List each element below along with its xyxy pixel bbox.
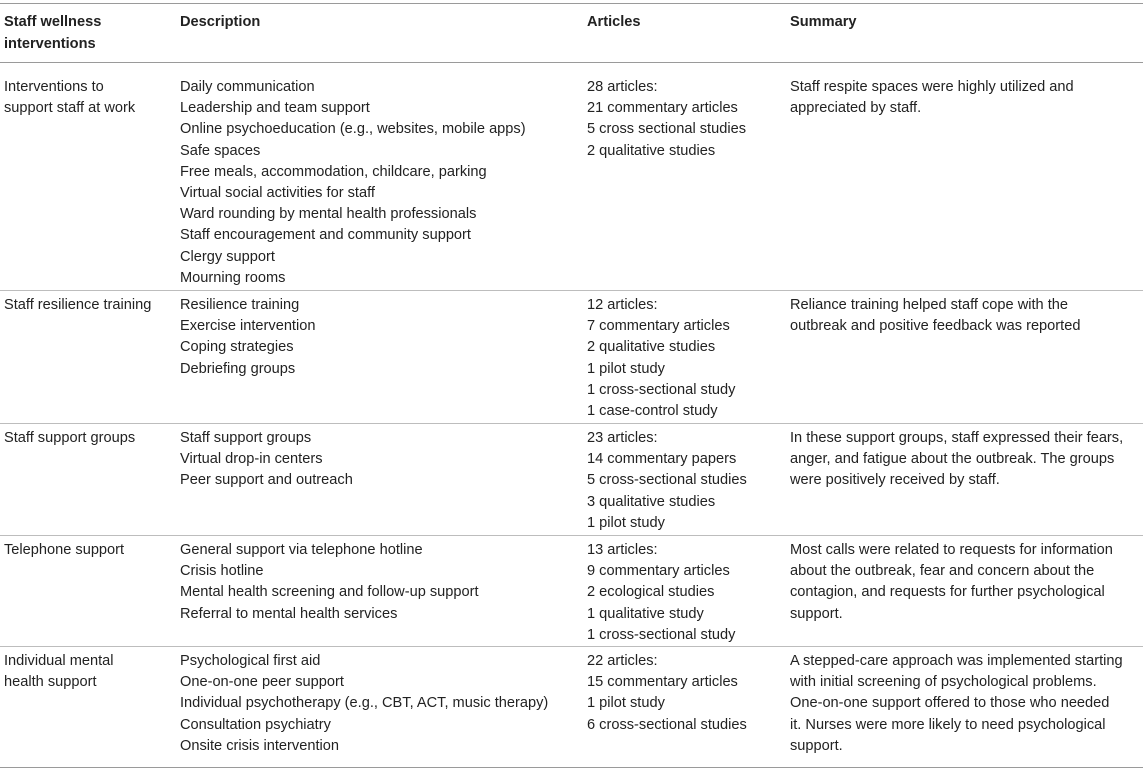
articles-line: 9 commentary articles xyxy=(587,563,730,580)
intervention-line: support staff at work xyxy=(4,100,136,117)
intervention-line: Telephone support xyxy=(4,542,125,558)
description-line: Crisis hotline xyxy=(180,563,264,580)
header-col1-line2: interventions xyxy=(4,36,96,52)
summary-line: contagion, and requests for further psychological xyxy=(790,584,1105,601)
description-line: One-on-one peer support xyxy=(180,674,344,691)
intervention-cell xyxy=(4,295,164,316)
header-staff-wellness xyxy=(4,11,164,55)
description-line: Exercise intervention xyxy=(180,318,316,335)
intervention-line: Interventions to xyxy=(4,79,104,95)
description-line: Safe spaces xyxy=(180,142,261,159)
articles-line: 1 pilot study xyxy=(587,360,665,377)
description-line: Resilience training xyxy=(180,297,300,313)
articles-line: 1 cross-sectional study xyxy=(587,381,736,398)
table-header-row xyxy=(0,11,1143,52)
summary-cell xyxy=(790,77,1142,119)
articles-cell xyxy=(587,651,777,736)
header-articles: Articles xyxy=(587,14,641,30)
articles-line: 21 commentary articles xyxy=(587,100,738,117)
description-line: Onsite crisis intervention xyxy=(180,737,339,754)
summary-line: Reliance training helped staff cope with the xyxy=(790,297,1069,313)
table-row xyxy=(0,77,1143,286)
articles-line: 5 cross sectional studies xyxy=(587,121,746,138)
articles-line: 2 qualitative studies xyxy=(587,339,716,356)
table-row xyxy=(0,295,1143,420)
description-line: Ward rounding by mental health professionals xyxy=(180,206,477,223)
summary-line: support. xyxy=(790,737,843,754)
articles-line: 7 commentary articles xyxy=(587,318,730,335)
summary-line: were positively received by staff. xyxy=(790,472,1000,489)
header-summary: Summary xyxy=(790,14,857,30)
description-line: Individual psychotherapy (e.g., CBT, ACT, music therapy) xyxy=(180,695,549,712)
description-cell xyxy=(180,540,575,625)
intervention-line: Individual mental xyxy=(4,653,114,669)
description-line: Mourning rooms xyxy=(180,269,286,286)
summary-line: about the outbreak, fear and concern about the xyxy=(790,563,1095,580)
intervention-cell xyxy=(4,77,164,119)
articles-line: 1 pilot study xyxy=(587,695,665,712)
summary-line: One-on-one support offered to those who needed xyxy=(790,695,1110,712)
summary-cell xyxy=(790,651,1142,757)
description-line: Coping strategies xyxy=(180,339,294,356)
row-separator xyxy=(0,646,1143,647)
articles-line: 22 articles: xyxy=(587,653,658,669)
row-separator xyxy=(0,423,1143,424)
description-line: General support via telephone hotline xyxy=(180,542,423,558)
row-separator xyxy=(0,290,1143,291)
summary-line: Staff respite spaces were highly utilized and xyxy=(790,79,1074,95)
articles-line: 1 qualitative study xyxy=(587,605,704,622)
summary-line: In these support groups, staff expressed their fears, xyxy=(790,430,1124,446)
description-line: Consultation psychiatry xyxy=(180,716,331,733)
articles-cell xyxy=(587,295,777,422)
intervention-line: Staff resilience training xyxy=(4,297,152,313)
description-cell xyxy=(180,651,575,757)
articles-line: 1 cross-sectional study xyxy=(587,626,736,643)
intervention-line: health support xyxy=(4,674,97,691)
description-line: Leadership and team support xyxy=(180,100,370,117)
description-cell xyxy=(180,295,575,380)
header-rule xyxy=(0,62,1143,63)
row-separator xyxy=(0,535,1143,536)
summary-line: anger, and fatigue about the outbreak. The groups xyxy=(790,451,1115,468)
articles-line: 6 cross-sectional studies xyxy=(587,716,747,733)
description-line: Free meals, accommodation, childcare, parking xyxy=(180,163,487,180)
summary-line: with initial screening of psychological problems. xyxy=(790,674,1097,691)
summary-cell xyxy=(790,428,1142,492)
table-row xyxy=(0,540,1143,643)
description-line: Staff encouragement and community support xyxy=(180,227,471,244)
articles-line: 5 cross-sectional studies xyxy=(587,472,747,489)
articles-line: 2 ecological studies xyxy=(587,584,715,601)
articles-line: 1 pilot study xyxy=(587,514,665,531)
articles-cell xyxy=(587,428,777,534)
description-line: Peer support and outreach xyxy=(180,472,353,489)
summary-line: support. xyxy=(790,605,843,622)
description-line: Online psychoeducation (e.g., websites, mobile apps) xyxy=(180,121,526,138)
description-line: Debriefing groups xyxy=(180,360,296,377)
intervention-line: Staff support groups xyxy=(4,430,136,446)
description-line: Virtual social activities for staff xyxy=(180,185,375,202)
intervention-cell xyxy=(4,540,164,561)
articles-cell xyxy=(587,540,777,646)
articles-line: 1 case-control study xyxy=(587,403,718,420)
articles-line: 13 articles: xyxy=(587,542,658,558)
intervention-cell xyxy=(4,651,164,693)
table-bottom-rule xyxy=(0,767,1143,768)
description-line: Mental health screening and follow-up support xyxy=(180,584,479,601)
articles-line: 14 commentary papers xyxy=(587,451,737,468)
summary-cell xyxy=(790,295,1142,337)
description-cell xyxy=(180,428,575,492)
description-line: Clergy support xyxy=(180,248,275,265)
table-row xyxy=(0,428,1143,531)
articles-line: 3 qualitative studies xyxy=(587,493,716,510)
articles-line: 23 articles: xyxy=(587,430,658,446)
table-top-rule xyxy=(0,3,1143,4)
summary-cell xyxy=(790,540,1142,625)
table-row xyxy=(0,651,1143,754)
description-line: Referral to mental health services xyxy=(180,605,398,622)
header-col1-line1: Staff wellness xyxy=(4,14,102,30)
summary-line: outbreak and positive feedback was reported xyxy=(790,318,1081,335)
description-cell xyxy=(180,77,575,289)
summary-line: it. Nurses were more likely to need psychological xyxy=(790,716,1106,733)
description-line: Psychological first aid xyxy=(180,653,321,669)
description-line: Daily communication xyxy=(180,79,315,95)
description-line: Staff support groups xyxy=(180,430,312,446)
articles-line: 15 commentary articles xyxy=(587,674,738,691)
articles-cell xyxy=(587,77,777,162)
articles-line: 2 qualitative studies xyxy=(587,142,716,159)
intervention-cell xyxy=(4,428,164,449)
articles-line: 28 articles: xyxy=(587,79,658,95)
summary-line: appreciated by staff. xyxy=(790,100,922,117)
summary-line: A stepped-care approach was implemented starting xyxy=(790,653,1123,669)
summary-line: Most calls were related to requests for information xyxy=(790,542,1113,558)
description-line: Virtual drop-in centers xyxy=(180,451,323,468)
articles-line: 12 articles: xyxy=(587,297,658,313)
header-description: Description xyxy=(180,14,261,30)
